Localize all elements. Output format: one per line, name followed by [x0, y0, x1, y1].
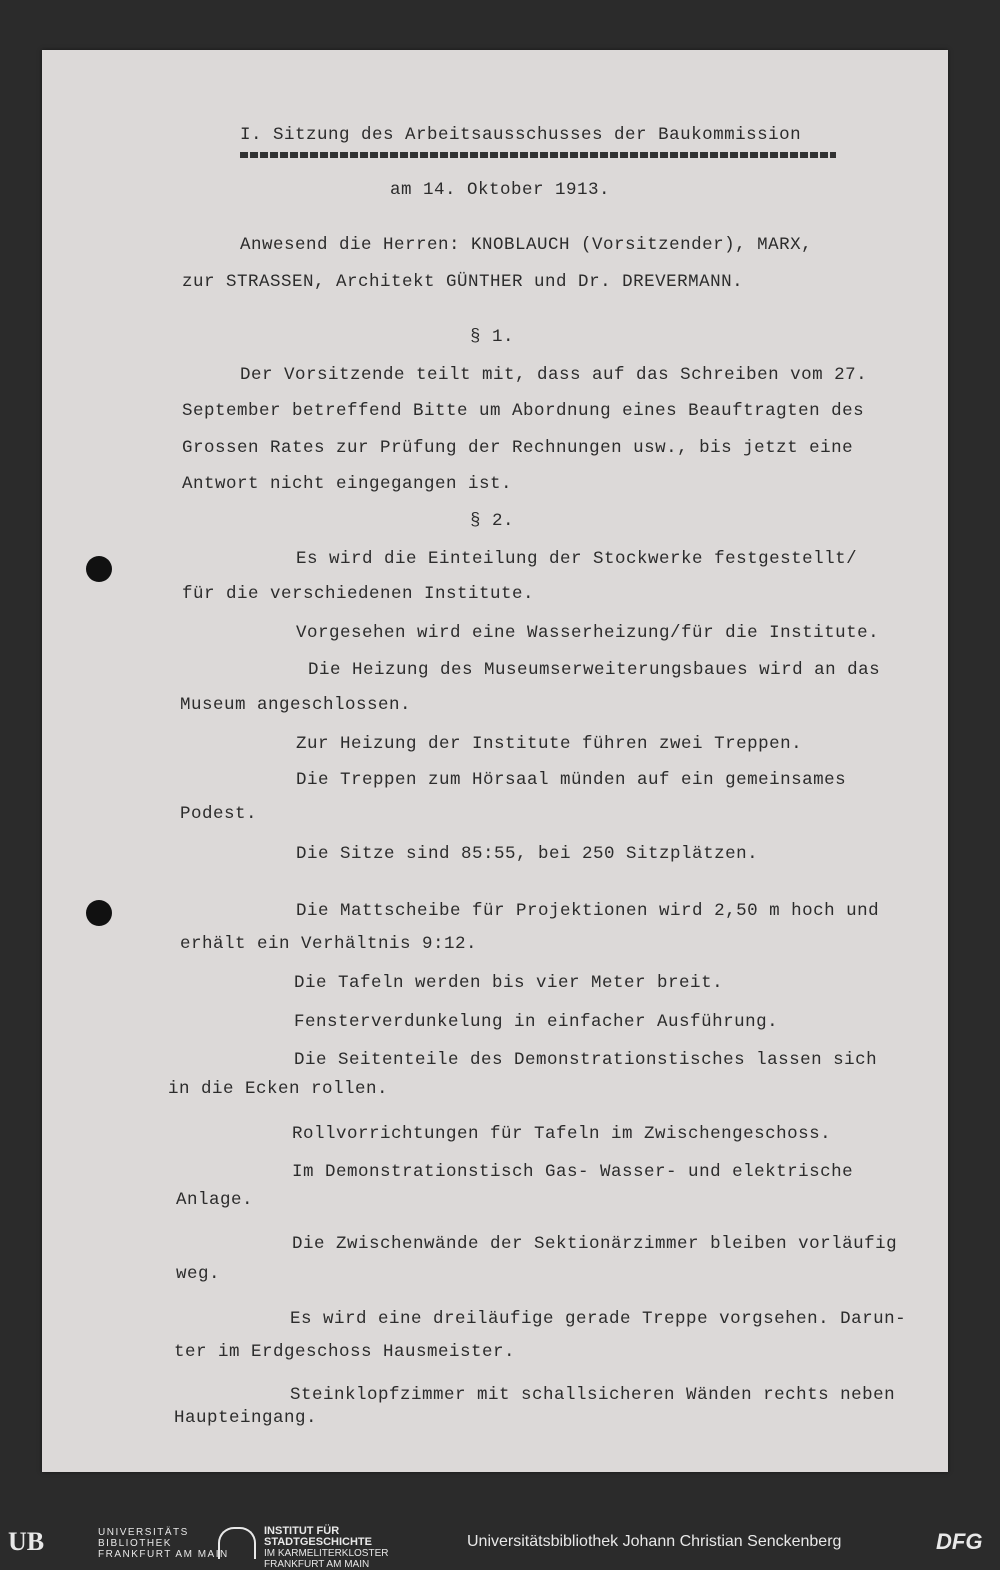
text-line: Die Treppen zum Hörsaal münden auf ein gemeinsames — [296, 770, 847, 790]
text-line: Museum angeschlossen. — [180, 695, 412, 715]
section-heading: § 2. — [470, 511, 515, 531]
text-line: Im Demonstrationstisch Gas- Wasser- und elektrische — [292, 1162, 854, 1182]
text-line: Der Vorsitzende teilt mit, dass auf das Schreiben vom 27. — [240, 365, 868, 385]
document-title: I. Sitzung des Arbeitsausschusses der Baukommission — [240, 125, 802, 145]
text-line: Haupteingang. — [174, 1408, 318, 1428]
text-line: Es wird eine dreiläufige gerade Treppe vorgsehen. Darun- — [290, 1309, 907, 1329]
arch-icon — [218, 1527, 256, 1559]
section-heading: § 1. — [470, 327, 515, 347]
attendance-line: Anwesend die Herren: KNOBLAUCH (Vorsitzender), MARX, — [240, 235, 813, 255]
dfg-logo: DFG — [936, 1529, 983, 1554]
ub-logo: UB — [8, 1527, 45, 1556]
document-page — [42, 50, 948, 1472]
text-line: Grossen Rates zur Prüfung der Rechnungen usw., bis jetzt eine — [182, 438, 854, 458]
text-line: September betreffend Bitte um Abordnung eines Beauftragten des — [182, 401, 865, 421]
institute-label: INSTITUT FÜR STADTGESCHICHTE IM KARMELITERKLOSTER FRANKFURT AM MAIN — [264, 1525, 389, 1570]
text-line: Zur Heizung der Institute führen zwei Treppen. — [296, 734, 803, 754]
text-line: ter im Erdgeschoss Hausmeister. — [174, 1342, 516, 1362]
footer-bar — [0, 1517, 1000, 1570]
text-line: weg. — [176, 1264, 221, 1284]
text-line: Die Seitenteile des Demonstrationstisches lassen sich — [294, 1050, 878, 1070]
text-line: Die Zwischenwände der Sektionärzimmer bleiben vorläufig — [292, 1234, 898, 1254]
library-name: Universitätsbibliothek Johann Christian Senckenberg — [467, 1533, 842, 1550]
text-line: Fensterverdunkelung in einfacher Ausführung. — [294, 1012, 779, 1032]
punch-hole — [86, 900, 112, 926]
ub-label: UNIVERSITÄTS BIBLIOTHEK FRANKFURT AM MAIN — [98, 1527, 229, 1560]
text-line: Die Heizung des Museumserweiterungsbaues wird an das — [308, 660, 881, 680]
text-line: Rollvorrichtungen für Tafeln im Zwischengeschoss. — [292, 1124, 832, 1144]
text-line: Die Tafeln werden bis vier Meter breit. — [294, 973, 724, 993]
punch-hole — [86, 556, 112, 582]
meeting-date: am 14. Oktober 1913. — [390, 180, 611, 200]
text-line: Es wird die Einteilung der Stockwerke festgestellt/ — [296, 549, 858, 569]
title-underline — [240, 152, 836, 158]
attendance-line: zur STRASSEN, Architekt GÜNTHER und Dr. DREVERMANN. — [182, 272, 744, 292]
text-line: Vorgesehen wird eine Wasserheizung/für die Institute. — [296, 623, 880, 643]
text-line: Podest. — [180, 804, 258, 824]
text-line: für die verschiedenen Institute. — [182, 584, 535, 604]
text-line: Die Mattscheibe für Projektionen wird 2,50 m hoch und — [296, 901, 880, 921]
text-line: Die Sitze sind 85:55, bei 250 Sitzplätzen. — [296, 844, 759, 864]
text-line: erhält ein Verhältnis 9:12. — [180, 934, 478, 954]
text-line: in die Ecken rollen. — [168, 1079, 389, 1099]
text-line: Steinklopfzimmer mit schallsicheren Wänden rechts neben — [290, 1385, 896, 1405]
text-line: Anlage. — [176, 1190, 254, 1210]
text-line: Antwort nicht eingegangen ist. — [182, 474, 513, 494]
